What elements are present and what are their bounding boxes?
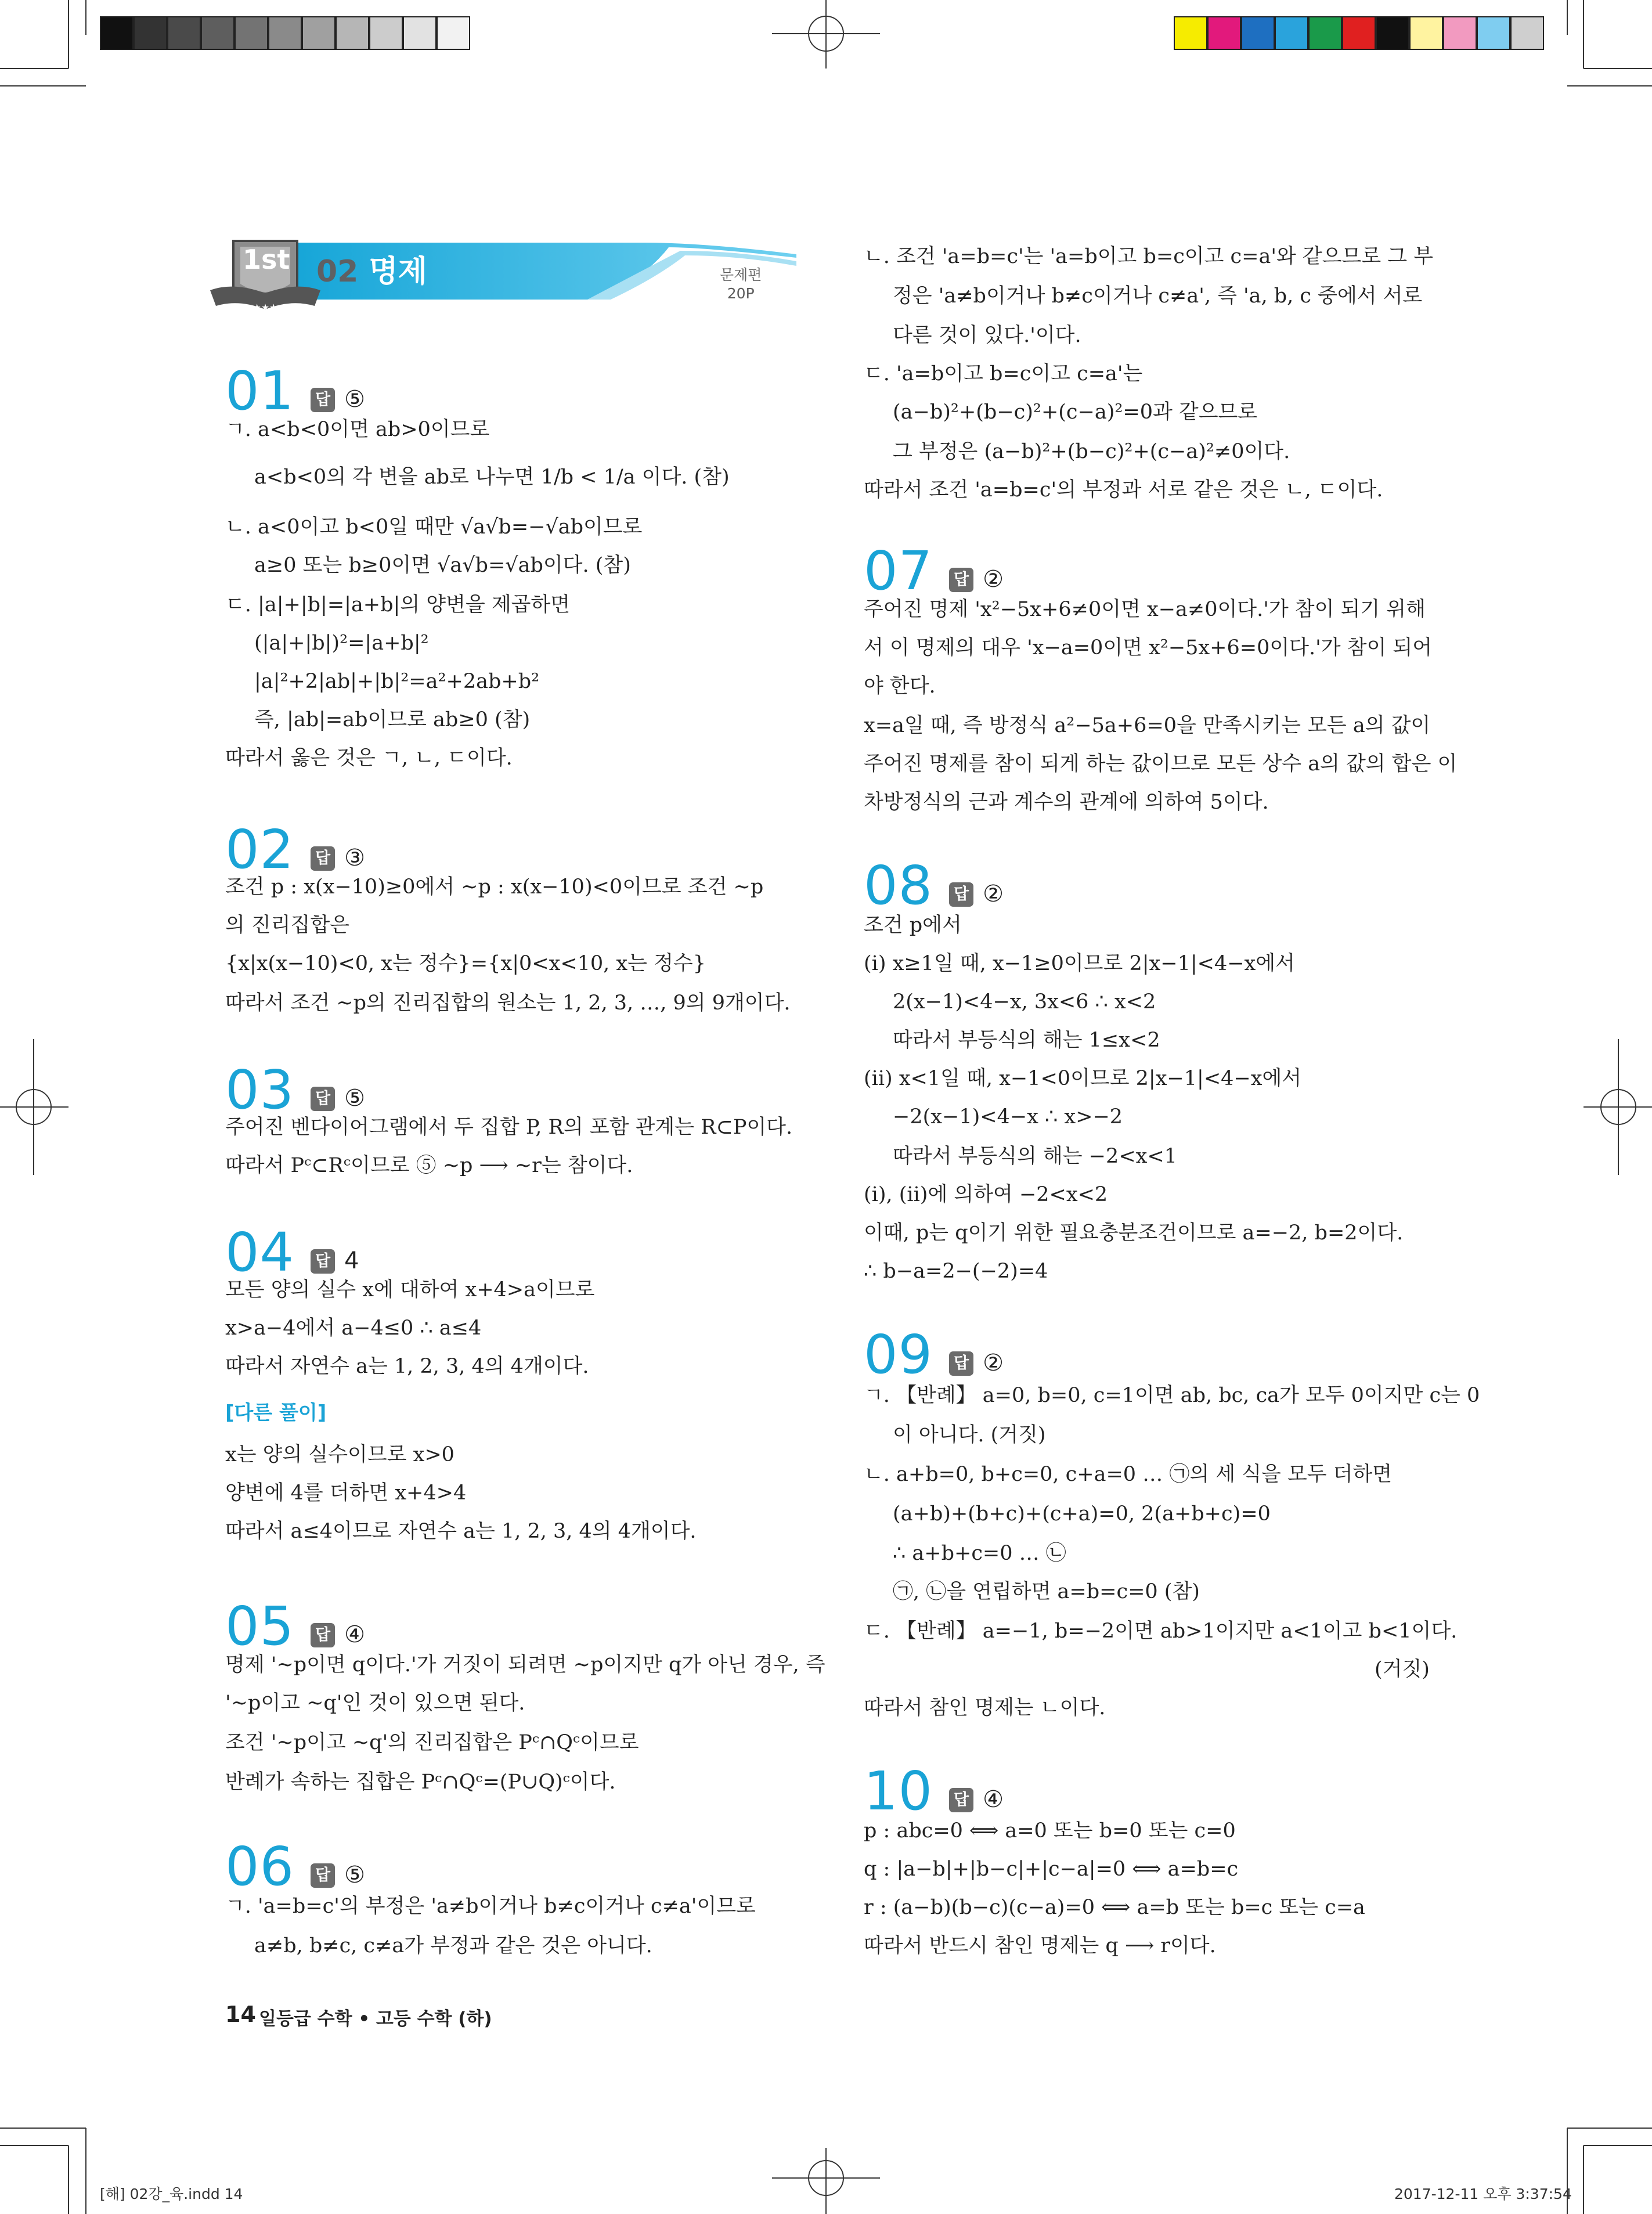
solution-line: ㄷ. |a|+|b|=|a+b|의 양변을 제곱하면	[225, 593, 571, 616]
answer-icon: 답	[949, 882, 973, 907]
solution-line: 즉, |ab|=ab이므로 ab≥0 (참)	[254, 708, 531, 731]
answer-value: ⑤	[344, 386, 365, 413]
answer-icon: 답	[949, 1351, 973, 1376]
solution-line: 주어진 벤다이어그램에서 두 집합 P, R의 포함 관계는 R⊂P이다.	[225, 1116, 793, 1139]
solution-line: 이 아니다. (거짓)	[893, 1423, 1046, 1447]
solution-line: x는 양의 실수이므로 x>0	[225, 1443, 455, 1466]
problem-number: 07	[864, 540, 933, 602]
solution-line: {x|x(x−10)<0, x는 정수}={x|0<x<10, x는 정수}	[225, 952, 706, 975]
alternate-solution-label: [다른 풀이]	[225, 1401, 327, 1425]
solution-line: a<b<0의 각 변을 ab로 나누면 1/b < 1/a 이다. (참)	[254, 466, 730, 489]
solution-line: 주어진 명제 'x²−5x+6≠0이면 x−a≠0이다.'가 참이 되기 위해	[864, 598, 1426, 621]
badge-label: 1st	[243, 244, 290, 275]
solution-line: 조건 '~p이고 ~q'의 진리집합은 Pᶜ∩Qᶜ이므로	[225, 1731, 639, 1754]
problem-number: 08	[864, 854, 933, 917]
solution-line: 따라서 참인 명제는 ㄴ이다.	[864, 1696, 1106, 1719]
solution-line: ㄴ. a<0이고 b<0일 때만 √a√b=−√ab이므로	[225, 515, 643, 539]
solution-line: 이때, p는 q이기 위한 필요충분조건이므로 a=−2, b=2이다.	[864, 1221, 1404, 1245]
solution-line: 의 진리집합은	[225, 914, 349, 937]
solution-line: 정은 'a≠b이거나 b≠c이거나 c≠a', 즉 'a, b, c 중에서 서로	[893, 284, 1423, 308]
problem-05-header	[225, 1595, 365, 1657]
answer-icon: 답	[311, 1249, 335, 1274]
solution-line: a≠b, b≠c, c≠a가 부정과 같은 것은 아니다.	[254, 1934, 652, 1957]
solution-line: ㄴ. 조건 'a=b=c'는 'a=b이고 b=c이고 c=a'와 같으므로 그 부	[864, 245, 1434, 268]
solution-line: 야 한다.	[864, 675, 936, 698]
problem-number: 10	[864, 1760, 933, 1822]
solution-line: 조건 p : x(x−10)≥0에서 ~p : x(x−10)<0이므로 조건 ~p	[225, 875, 764, 899]
solution-line: 따라서 부등식의 해는 1≤x<2	[893, 1029, 1160, 1052]
solution-line: 따라서 조건 'a=b=c'의 부정과 서로 같은 것은 ㄴ, ㄷ이다.	[864, 478, 1383, 502]
ref-page: 20P	[727, 285, 755, 302]
solution-line: (|a|+|b|)²=|a+b|²	[254, 632, 429, 655]
answer-icon: 답	[311, 1087, 335, 1111]
answer-value: ④	[983, 1786, 1004, 1813]
answer-value: ④	[344, 1621, 365, 1648]
solution-line: x=a일 때, 즉 방정식 a²−5a+6=0을 만족시키는 모든 a의 값이	[864, 714, 1431, 737]
solution-line: 따라서 조건 ~p의 진리집합의 원소는 1, 2, 3, …, 9의 9개이다.	[225, 991, 791, 1015]
solution-line: 따라서 자연수 a는 1, 2, 3, 4의 4개이다.	[225, 1355, 589, 1378]
date-slug: 2017-12-11 오후 3:37:54	[1394, 2186, 1572, 2202]
svg-text:★★★: ★★★	[253, 302, 278, 313]
answer-value: ⑤	[344, 1085, 365, 1112]
problem-number: 03	[225, 1059, 295, 1121]
problem-04-header	[225, 1221, 359, 1283]
solution-line: 따라서 옳은 것은 ㄱ, ㄴ, ㄷ이다.	[225, 747, 513, 770]
solution-line: a≥0 또는 b≥0이면 √a√b=√ab이다. (참)	[254, 554, 631, 577]
solution-line: (ⅰ), (ⅱ)에 의하여 −2<x<2	[864, 1183, 1108, 1206]
solution-line: ㄱ. 【반례】 a=0, b=0, c=1이면 ab, bc, ca가 모두 0이지만 c는 0	[864, 1384, 1480, 1407]
section-title	[316, 247, 427, 290]
solution-line: (a+b)+(b+c)+(c+a)=0, 2(a+b+c)=0	[893, 1502, 1271, 1526]
file-slug: [해] 02강_육.indd 14	[100, 2186, 243, 2202]
solution-line: '~p이고 ~q'인 것이 있으면 된다.	[225, 1692, 525, 1715]
problem-01-header	[225, 360, 365, 422]
solution-line: (ⅱ) x<1일 때, x−1<0이므로 2|x−1|<4−x에서	[864, 1067, 1302, 1090]
solution-line: 모든 양의 실수 x에 대하여 x+4>a이므로	[225, 1278, 595, 1301]
problem-07-header	[864, 540, 1004, 602]
solution-line: 따라서 반드시 참인 명제는 q ⟶ r이다.	[864, 1934, 1216, 1957]
solution-line: (ⅰ) x≥1일 때, x−1≥0이므로 2|x−1|<4−x에서	[864, 952, 1295, 975]
solution-line: 그 부정은 (a−b)²+(b−c)²+(c−a)²≠0이다.	[893, 440, 1290, 463]
solution-line: 주어진 명제를 참이 되게 하는 값이므로 모든 상수 a의 값의 합은 이	[864, 752, 1458, 776]
problem-08-header	[864, 854, 1004, 917]
problem-02-header	[225, 818, 365, 881]
solution-line: (거짓)	[1375, 1658, 1430, 1681]
answer-icon: 답	[311, 388, 335, 412]
answer-icon: 답	[949, 568, 973, 592]
problem-09-header	[864, 1324, 1004, 1386]
solution-line: ㄱ. 'a=b=c'의 부정은 'a≠b이거나 b≠c이거나 c≠a'이므로	[225, 1895, 756, 1918]
problem-06-header	[225, 1836, 365, 1898]
section-number: 02	[316, 254, 359, 289]
answer-value: ⑤	[344, 1862, 365, 1888]
solution-line: −2(x−1)<4−x ∴ x>−2	[893, 1105, 1123, 1128]
solution-line: x>a−4에서 a−4≤0 ∴ a≤4	[225, 1317, 482, 1340]
answer-value: ②	[983, 566, 1004, 593]
solution-line: ∴ b−a=2−(−2)=4	[864, 1260, 1048, 1283]
solution-line: 반례가 속하는 집합은 Pᶜ∩Qᶜ=(P∪Q)ᶜ이다.	[225, 1771, 616, 1794]
solution-line: 2(x−1)<4−x, 3x<6 ∴ x<2	[893, 990, 1156, 1014]
solution-line: ㄱ. a<b<0이면 ab>0이므로	[225, 418, 490, 441]
solution-line: ∴ a+b+c=0 … ㉡	[893, 1542, 1066, 1565]
solution-line: 양변에 4를 더하면 x+4>4	[225, 1481, 467, 1505]
solution-line: ㄷ. 'a=b이고 b=c이고 c=a'는	[864, 362, 1143, 385]
answer-value: ②	[983, 1350, 1004, 1376]
answer-value: 4	[344, 1247, 359, 1274]
solution-line: 따라서 Pᶜ⊂Rᶜ이므로 ⑤ ~p ⟶ ~r는 참이다.	[225, 1154, 633, 1177]
solution-line: 조건 p에서	[864, 914, 962, 937]
section-title-text: 명제	[369, 254, 427, 289]
answer-value: ②	[983, 881, 1004, 907]
solution-line: q : |a−b|+|b−c|+|c−a|=0 ⟺ a=b=c	[864, 1858, 1239, 1881]
solution-line: ㉠, ㉡을 연립하면 a=b=c=0 (참)	[893, 1580, 1200, 1603]
problem-page-reference	[720, 266, 762, 303]
problem-number: 05	[225, 1595, 295, 1657]
solution-line: 차방정식의 근과 계수의 관계에 의하여 5이다.	[864, 791, 1269, 814]
answer-icon: 답	[311, 1863, 335, 1888]
solution-line: p : abc=0 ⟺ a=0 또는 b=0 또는 c=0	[864, 1819, 1236, 1842]
problem-10-header	[864, 1760, 1004, 1822]
answer-icon: 답	[311, 1623, 335, 1647]
solution-line: 다른 것이 있다.'이다.	[893, 324, 1081, 347]
book-title: 일등급 수학 • 고등 수학 (하)	[259, 2009, 492, 2029]
problem-number: 04	[225, 1221, 295, 1283]
solution-line: 서 이 명제의 대우 'x−a=0이면 x²−5x+6=0이다.'가 참이 되어	[864, 636, 1433, 659]
solution-line: 따라서 부등식의 해는 −2<x<1	[893, 1145, 1177, 1168]
solution-line: |a|²+2|ab|+|b|²=a²+2ab+b²	[254, 670, 540, 693]
solution-line: r : (a−b)(b−c)(c−a)=0 ⟺ a=b 또는 b=c 또는 c=a	[864, 1896, 1365, 1919]
answer-icon: 답	[311, 846, 335, 871]
problem-number: 02	[225, 818, 295, 881]
answer-value: ③	[344, 845, 365, 871]
problem-number: 09	[864, 1324, 933, 1386]
answer-icon: 답	[949, 1788, 973, 1812]
solution-line: 명제 '~p이면 q이다.'가 거짓이 되려면 ~p이지만 q가 아닌 경우, 즉	[225, 1653, 825, 1676]
page-number: 14	[225, 2002, 256, 2027]
problem-03-header	[225, 1059, 365, 1121]
problem-number: 01	[225, 360, 295, 422]
problem-number: 06	[225, 1836, 295, 1898]
solution-line: (a−b)²+(b−c)²+(c−a)²=0과 같으므로	[893, 401, 1258, 424]
solution-line: ㄷ. 【반례】 a=−1, b=−2이면 ab>1이지만 a<1이고 b<1이다.	[864, 1620, 1458, 1643]
solution-line: 따라서 a≤4이므로 자연수 a는 1, 2, 3, 4의 4개이다.	[225, 1520, 697, 1543]
ref-label: 문제편	[720, 266, 762, 283]
solution-line: ㄴ. a+b=0, b+c=0, c+a=0 … ㉠의 세 식을 모두 더하면	[864, 1463, 1393, 1486]
